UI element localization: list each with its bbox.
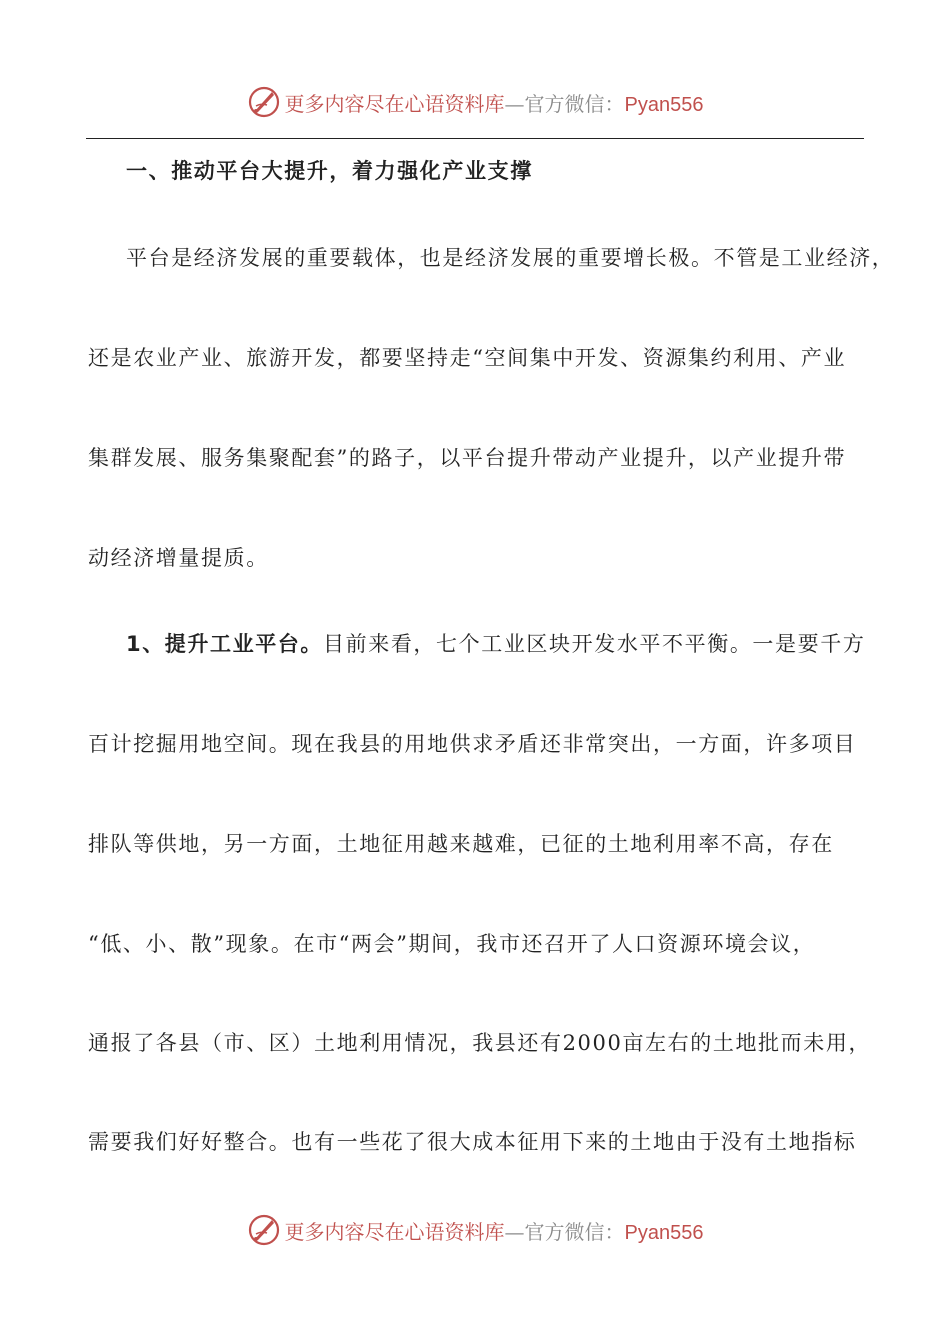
banner-text bbox=[285, 88, 704, 117]
banner-main-text: 更多内容尽在心语资料库 bbox=[284, 1219, 505, 1244]
quill-logo-icon bbox=[247, 85, 281, 119]
header-banner bbox=[0, 82, 950, 122]
banner-wechat-id: Pyan556 bbox=[624, 1221, 704, 1244]
header-rule bbox=[86, 138, 864, 139]
paragraph-line: 需要我们好好整合。也有一些花了很大成本征用下来的土地由于没有土地指标 bbox=[88, 1130, 857, 1154]
paragraph-line: 排队等供地，另一方面，土地征用越来越难，已征的土地利用率不高，存在 bbox=[88, 832, 834, 856]
paragraph-text: 目前来看，七个工业区块开发水平不平衡。一是要千方 bbox=[323, 632, 866, 656]
paragraph-line: 动经济增量提质。 bbox=[88, 546, 269, 570]
banner-wechat-label: 官方微信： bbox=[524, 91, 625, 116]
paragraph-line: “低、小、散”现象。在市“两会”期间，我市还召开了人口资源环境会议， bbox=[88, 932, 816, 956]
paragraph-line: 还是农业产业、旅游开发，都要坚持走“空间集中开发、资源集约利用、产业 bbox=[88, 346, 847, 370]
paragraph-line: 通报了各县（市、区）土地利用情况，我县还有2000亩左右的土地批而未用， bbox=[88, 1031, 872, 1055]
banner-separator: — bbox=[504, 91, 525, 116]
section-heading: 一、推动平台大提升，着力强化产业支撑 bbox=[126, 159, 533, 183]
paragraph-line: 集群发展、服务集聚配套”的路子，以平台提升带动产业提升，以产业提升带 bbox=[88, 446, 847, 470]
banner-wechat-id: Pyan556 bbox=[624, 93, 704, 116]
quill-logo-icon bbox=[247, 1213, 281, 1247]
banner-separator: — bbox=[504, 1219, 525, 1244]
banner-wechat-label: 官方微信： bbox=[524, 1219, 625, 1244]
banner-text bbox=[285, 1216, 704, 1245]
footer-banner bbox=[0, 1210, 950, 1250]
paragraph-line: 平台是经济发展的重要载体，也是经济发展的重要增长极。不管是工业经济， bbox=[126, 246, 895, 270]
subheading-lead: 1、提升工业平台。 bbox=[126, 632, 324, 656]
banner-main-text: 更多内容尽在心语资料库 bbox=[284, 91, 505, 116]
paragraph-line: 百计挖掘用地空间。现在我县的用地供求矛盾还非常突出，一方面，许多项目 bbox=[88, 732, 857, 756]
paragraph-line bbox=[126, 629, 916, 659]
